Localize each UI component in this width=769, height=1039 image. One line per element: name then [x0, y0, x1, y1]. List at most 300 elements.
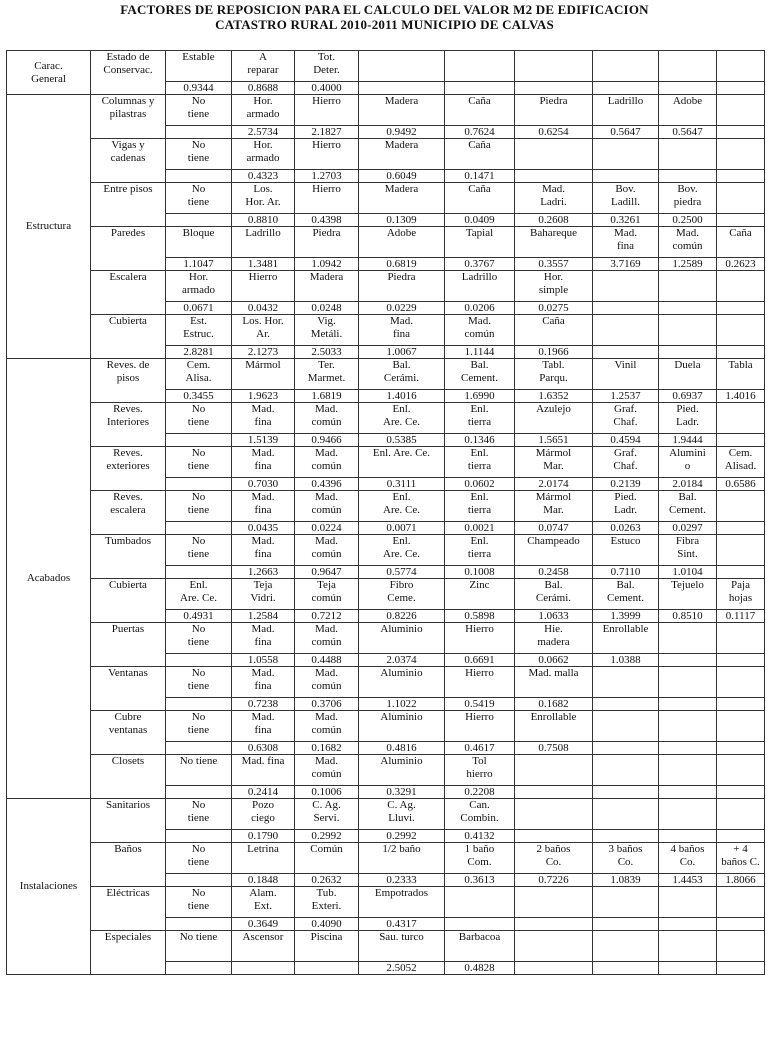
factor-label: Cem. Alisad.: [717, 447, 765, 478]
factor-label: Mad. común: [295, 447, 359, 478]
factor-value: 0.4617: [445, 742, 515, 755]
factor-value: [166, 830, 232, 843]
subcategory-cell: Columnas y pilastras: [91, 95, 166, 139]
factor-label: C. Ag. Servi.: [295, 799, 359, 830]
factor-value: 0.3613: [445, 874, 515, 887]
factor-value: 1.6819: [295, 390, 359, 403]
factor-value: [593, 962, 659, 975]
factor-value: [717, 566, 765, 579]
subcategory-cell: Reves. Interiores: [91, 403, 166, 447]
table-row: [7, 139, 765, 170]
factor-label: [717, 931, 765, 962]
factor-value: 0.2139: [593, 478, 659, 491]
subcategory-cell: Cubre ventanas: [91, 711, 166, 755]
factor-value: [659, 698, 717, 711]
factor-value: 0.4090: [295, 918, 359, 931]
factor-label: [593, 271, 659, 302]
factor-label: Hierro: [232, 271, 295, 302]
factor-label: Est. Estruc.: [166, 315, 232, 346]
factor-label: Enl. Are. Ce.: [166, 579, 232, 610]
factor-value: 0.5898: [445, 610, 515, 623]
factor-value: 1.2703: [295, 170, 359, 183]
factor-label: Bloque: [166, 227, 232, 258]
factor-label: Aluminio: [359, 711, 445, 742]
factor-value: 0.2608: [515, 214, 593, 227]
factor-value: [659, 170, 717, 183]
factor-value: 0.9492: [359, 126, 445, 139]
factor-label: Teja común: [295, 579, 359, 610]
factor-value: [717, 82, 765, 95]
factor-value: [659, 786, 717, 799]
factor-value: [659, 302, 717, 315]
factor-value: 2.0184: [659, 478, 717, 491]
factor-value: 0.6691: [445, 654, 515, 667]
factor-label: Aluminio: [359, 623, 445, 654]
factor-label: Piedra: [295, 227, 359, 258]
factor-value: 0.2414: [232, 786, 295, 799]
factor-label: Enl. tierra: [445, 535, 515, 566]
factor-value: 0.9647: [295, 566, 359, 579]
factor-value: [166, 786, 232, 799]
factor-label: Tabla: [717, 359, 765, 390]
factor-label: [659, 271, 717, 302]
factor-value: [166, 434, 232, 447]
table-row: [7, 183, 765, 214]
factor-label: Ladrillo: [445, 271, 515, 302]
factor-label: [359, 51, 445, 82]
factor-value: 0.7110: [593, 566, 659, 579]
factor-value: [659, 742, 717, 755]
factor-label: Hor. armado: [166, 271, 232, 302]
factor-label: [515, 931, 593, 962]
factor-value: 0.0071: [359, 522, 445, 535]
factor-label: Mad. fina: [232, 711, 295, 742]
factor-label: Pozo ciego: [232, 799, 295, 830]
factor-label: Mad. común: [295, 711, 359, 742]
factor-label: Los. Hor. Ar.: [232, 315, 295, 346]
subcategory-cell: Sanitarios: [91, 799, 166, 843]
factor-label: [717, 711, 765, 742]
factor-value: 2.1273: [232, 346, 295, 359]
factor-value: 0.6819: [359, 258, 445, 271]
factor-value: 0.5647: [593, 126, 659, 139]
factor-label: [659, 139, 717, 170]
factor-label: No tiene: [166, 799, 232, 830]
factor-value: 0.8810: [232, 214, 295, 227]
factor-label: Hierro: [445, 711, 515, 742]
factor-label: Mad. Ladri.: [515, 183, 593, 214]
factor-value: [717, 302, 765, 315]
factor-label: Mad. común: [445, 315, 515, 346]
factor-label: Tejuelo: [659, 579, 717, 610]
factor-label: 2 baños Co.: [515, 843, 593, 874]
factor-label: C. Ag. Lluvi.: [359, 799, 445, 830]
factor-value: 1.2663: [232, 566, 295, 579]
table-row: [7, 359, 765, 390]
factor-value: 1.3481: [232, 258, 295, 271]
factor-value: 0.1790: [232, 830, 295, 843]
factor-label: [717, 271, 765, 302]
factor-value: 0.0435: [232, 522, 295, 535]
factor-label: [717, 403, 765, 434]
factor-value: 0.4816: [359, 742, 445, 755]
factor-value: [515, 918, 593, 931]
factor-label: Champeado: [515, 535, 593, 566]
factor-value: [717, 654, 765, 667]
factor-label: Mármol: [232, 359, 295, 390]
factor-label: [659, 315, 717, 346]
factor-value: 2.1827: [295, 126, 359, 139]
factor-label: Hor. simple: [515, 271, 593, 302]
subcategory-cell: Especiales: [91, 931, 166, 975]
factor-value: 0.3706: [295, 698, 359, 711]
factor-label: Bal. Cement.: [593, 579, 659, 610]
factor-value: [166, 522, 232, 535]
factor-value: 0.4488: [295, 654, 359, 667]
table-row: [7, 667, 765, 698]
factor-label: Empotrados: [359, 887, 445, 918]
factor-label: Aluminio: [359, 755, 445, 786]
factor-value: [593, 918, 659, 931]
factor-label: No tiene: [166, 843, 232, 874]
factor-label: Teja Vidri.: [232, 579, 295, 610]
factor-label: [515, 755, 593, 786]
factor-value: [295, 962, 359, 975]
page-title: FACTORES DE REPOSICION PARA EL CALCULO DEL VALOR M2 DE EDIFICACION: [120, 2, 649, 17]
factor-value: 0.1848: [232, 874, 295, 887]
factor-value: [659, 346, 717, 359]
factor-value: 2.5052: [359, 962, 445, 975]
factor-label: [515, 799, 593, 830]
factor-value: 0.4323: [232, 170, 295, 183]
factor-label: Mad. malla: [515, 667, 593, 698]
factor-label: [717, 887, 765, 918]
factor-value: 1.2537: [593, 390, 659, 403]
factor-value: 0.5419: [445, 698, 515, 711]
factor-label: [593, 799, 659, 830]
factor-value: [593, 742, 659, 755]
factor-value: 1.0104: [659, 566, 717, 579]
factor-value: 0.0021: [445, 522, 515, 535]
factor-value: 1.0942: [295, 258, 359, 271]
factor-label: Bov. Ladill.: [593, 183, 659, 214]
factor-label: Tabl. Parqu.: [515, 359, 593, 390]
subcategory-cell: Escalera: [91, 271, 166, 315]
factor-label: [717, 139, 765, 170]
factor-value: [515, 82, 593, 95]
factor-label: No tiene: [166, 667, 232, 698]
factor-label: [717, 799, 765, 830]
factor-value: 0.7238: [232, 698, 295, 711]
factor-label: [659, 51, 717, 82]
table-row: [7, 403, 765, 434]
factor-value: 2.0174: [515, 478, 593, 491]
factor-value: [166, 126, 232, 139]
factor-value: [717, 214, 765, 227]
factor-label: No tiene: [166, 711, 232, 742]
factor-label: Tot. Deter.: [295, 51, 359, 82]
factor-label: [717, 667, 765, 698]
factor-value: 0.7212: [295, 610, 359, 623]
table-row: [7, 51, 765, 82]
factor-label: No tiene: [166, 755, 232, 786]
factor-label: Mad. fina: [593, 227, 659, 258]
factor-label: Mármol Mar.: [515, 491, 593, 522]
subcategory-cell: Reves. escalera: [91, 491, 166, 535]
factor-label: [593, 139, 659, 170]
factor-value: 0.6049: [359, 170, 445, 183]
factor-value: [166, 566, 232, 579]
factor-label: Fibra Sint.: [659, 535, 717, 566]
factor-label: [445, 51, 515, 82]
factor-label: Piedra: [515, 95, 593, 126]
factor-label: Mad. común: [295, 403, 359, 434]
factor-value: 1.5651: [515, 434, 593, 447]
factor-value: 0.4398: [295, 214, 359, 227]
factor-value: 0.2992: [359, 830, 445, 843]
subcategory-cell: Cubierta: [91, 315, 166, 359]
factor-value: 0.0671: [166, 302, 232, 315]
factors-table: [6, 50, 765, 975]
table-row: [7, 843, 765, 874]
factor-value: [717, 434, 765, 447]
factor-label: [717, 51, 765, 82]
factor-value: 0.4594: [593, 434, 659, 447]
subcategory-cell: Cubierta: [91, 579, 166, 623]
subcategory-cell: Paredes: [91, 227, 166, 271]
table-row: [7, 623, 765, 654]
factor-label: No tiene: [166, 139, 232, 170]
factor-label: [659, 711, 717, 742]
factor-label: [593, 931, 659, 962]
factor-value: 0.9344: [166, 82, 232, 95]
subcategory-cell: Puertas: [91, 623, 166, 667]
factor-value: 0.3767: [445, 258, 515, 271]
factor-value: 1.4453: [659, 874, 717, 887]
factor-label: Barbacoa: [445, 931, 515, 962]
factor-value: [593, 170, 659, 183]
factor-label: [717, 95, 765, 126]
page-subtitle: CATASTRO RURAL 2010-2011 MUNICIPIO DE CALVAS: [215, 17, 554, 32]
factor-label: Bov. piedra: [659, 183, 717, 214]
factor-value: 1.0388: [593, 654, 659, 667]
factor-label: No tiene: [166, 931, 232, 962]
category-cell: Acabados: [7, 359, 91, 799]
factor-value: [717, 126, 765, 139]
factor-label: Mármol Mar.: [515, 447, 593, 478]
factor-label: Mad. fina: [232, 403, 295, 434]
factor-value: 1.5139: [232, 434, 295, 447]
factor-label: Madera: [359, 95, 445, 126]
factor-label: Zinc: [445, 579, 515, 610]
factor-value: [445, 82, 515, 95]
category-cell: Estructura: [7, 95, 91, 359]
factor-value: [166, 478, 232, 491]
factor-label: Los. Hor. Ar.: [232, 183, 295, 214]
table-row: [7, 271, 765, 302]
factor-label: [717, 623, 765, 654]
factor-label: 1 baño Com.: [445, 843, 515, 874]
factor-value: 0.0747: [515, 522, 593, 535]
subcategory-cell: Estado de Conservac.: [91, 51, 166, 95]
factor-label: [593, 887, 659, 918]
factor-label: [659, 755, 717, 786]
subcategory-cell: Entre pisos: [91, 183, 166, 227]
factor-value: [166, 698, 232, 711]
factor-label: Estable: [166, 51, 232, 82]
factor-label: Caña: [515, 315, 593, 346]
factor-value: 0.4396: [295, 478, 359, 491]
factor-value: 0.4317: [359, 918, 445, 931]
factor-label: Mad. fina: [232, 755, 295, 786]
factor-value: 0.1008: [445, 566, 515, 579]
table-row: [7, 315, 765, 346]
factor-label: Tol hierro: [445, 755, 515, 786]
factor-value: 1.6990: [445, 390, 515, 403]
factor-value: 1.0558: [232, 654, 295, 667]
factor-value: 1.1144: [445, 346, 515, 359]
factor-label: Hor. armado: [232, 95, 295, 126]
factor-label: Paja hojas: [717, 579, 765, 610]
factor-value: 0.1309: [359, 214, 445, 227]
factor-label: Pied. Ladr.: [659, 403, 717, 434]
factor-value: [717, 918, 765, 931]
factor-label: Ladrillo: [232, 227, 295, 258]
factor-value: 0.0206: [445, 302, 515, 315]
factor-value: 0.1471: [445, 170, 515, 183]
factor-value: [515, 786, 593, 799]
factor-value: 0.3261: [593, 214, 659, 227]
factor-value: 0.9466: [295, 434, 359, 447]
factor-value: [445, 918, 515, 931]
factor-label: Duela: [659, 359, 717, 390]
factor-value: 0.0409: [445, 214, 515, 227]
table-row: [7, 931, 765, 962]
factor-value: [166, 654, 232, 667]
table-row: [7, 227, 765, 258]
factor-label: Enl. Are. Ce.: [359, 403, 445, 434]
factor-value: 1.1047: [166, 258, 232, 271]
factor-value: 0.1006: [295, 786, 359, 799]
factor-value: [717, 522, 765, 535]
factor-label: Sau. turco: [359, 931, 445, 962]
factor-value: 2.5734: [232, 126, 295, 139]
factor-label: Mad. común: [659, 227, 717, 258]
factor-label: [717, 183, 765, 214]
factor-label: [593, 755, 659, 786]
factor-value: 0.8510: [659, 610, 717, 623]
factor-label: Graf. Chaf.: [593, 447, 659, 478]
factor-value: [717, 962, 765, 975]
factor-value: 0.2632: [295, 874, 359, 887]
factor-value: [232, 962, 295, 975]
factor-label: Bahareque: [515, 227, 593, 258]
factor-label: Tapial: [445, 227, 515, 258]
subcategory-cell: Eléctricas: [91, 887, 166, 931]
factor-label: Bal. Cerámi.: [359, 359, 445, 390]
factor-value: [659, 962, 717, 975]
factor-value: 0.6308: [232, 742, 295, 755]
factor-value: 0.3557: [515, 258, 593, 271]
factor-value: 1.4016: [359, 390, 445, 403]
factor-value: 0.6254: [515, 126, 593, 139]
factor-value: 0.7030: [232, 478, 295, 491]
factor-value: 1.2589: [659, 258, 717, 271]
factor-value: [593, 698, 659, 711]
table-row: [7, 711, 765, 742]
factor-label: Bal. Cement.: [659, 491, 717, 522]
factor-value: 3.7169: [593, 258, 659, 271]
factor-label: Caña: [445, 95, 515, 126]
factor-value: [593, 346, 659, 359]
factor-label: Enl. tierra: [445, 491, 515, 522]
factor-value: 0.4132: [445, 830, 515, 843]
factor-value: [593, 82, 659, 95]
category-cell: Carac. General: [7, 51, 91, 95]
factor-label: [593, 315, 659, 346]
factor-label: Caña: [445, 183, 515, 214]
factor-value: 0.0662: [515, 654, 593, 667]
factor-label: Can. Combin.: [445, 799, 515, 830]
factor-value: [593, 302, 659, 315]
factor-value: 0.2500: [659, 214, 717, 227]
factor-label: Mad. fina: [232, 491, 295, 522]
factor-value: 1.9444: [659, 434, 717, 447]
factor-label: Letrina: [232, 843, 295, 874]
subcategory-cell: Reves. exteriores: [91, 447, 166, 491]
factor-value: 1.4016: [717, 390, 765, 403]
factor-value: [659, 654, 717, 667]
factor-label: [717, 315, 765, 346]
factor-label: 1/2 baño: [359, 843, 445, 874]
factor-value: 0.0224: [295, 522, 359, 535]
factor-label: [659, 623, 717, 654]
factor-label: Bal. Cement.: [445, 359, 515, 390]
table-row: [7, 887, 765, 918]
factor-value: 0.3455: [166, 390, 232, 403]
factor-label: Piedra: [359, 271, 445, 302]
factor-value: [515, 962, 593, 975]
factor-value: 1.0067: [359, 346, 445, 359]
factor-label: No tiene: [166, 183, 232, 214]
factor-value: 1.3999: [593, 610, 659, 623]
factor-value: [717, 346, 765, 359]
factor-value: [166, 918, 232, 931]
table-row: [7, 95, 765, 126]
factor-label: Azulejo: [515, 403, 593, 434]
factor-label: Mad. común: [295, 755, 359, 786]
factor-label: Madera: [359, 183, 445, 214]
factor-value: 0.5647: [659, 126, 717, 139]
factor-label: [659, 667, 717, 698]
factor-label: Alam. Ext.: [232, 887, 295, 918]
factor-label: Graf. Chaf.: [593, 403, 659, 434]
factor-label: Enl. Are. Ce.: [359, 491, 445, 522]
factor-value: [717, 742, 765, 755]
factor-value: 0.7624: [445, 126, 515, 139]
factor-value: 0.6586: [717, 478, 765, 491]
factor-label: Enrollable: [593, 623, 659, 654]
table-row: [7, 491, 765, 522]
factor-label: Aluminio: [359, 667, 445, 698]
factor-label: Mad. común: [295, 491, 359, 522]
factor-label: Hierro: [445, 667, 515, 698]
factor-label: Hor. armado: [232, 139, 295, 170]
factor-label: Hierro: [295, 183, 359, 214]
factor-value: 0.2623: [717, 258, 765, 271]
factor-value: 1.0839: [593, 874, 659, 887]
factor-value: 1.6352: [515, 390, 593, 403]
